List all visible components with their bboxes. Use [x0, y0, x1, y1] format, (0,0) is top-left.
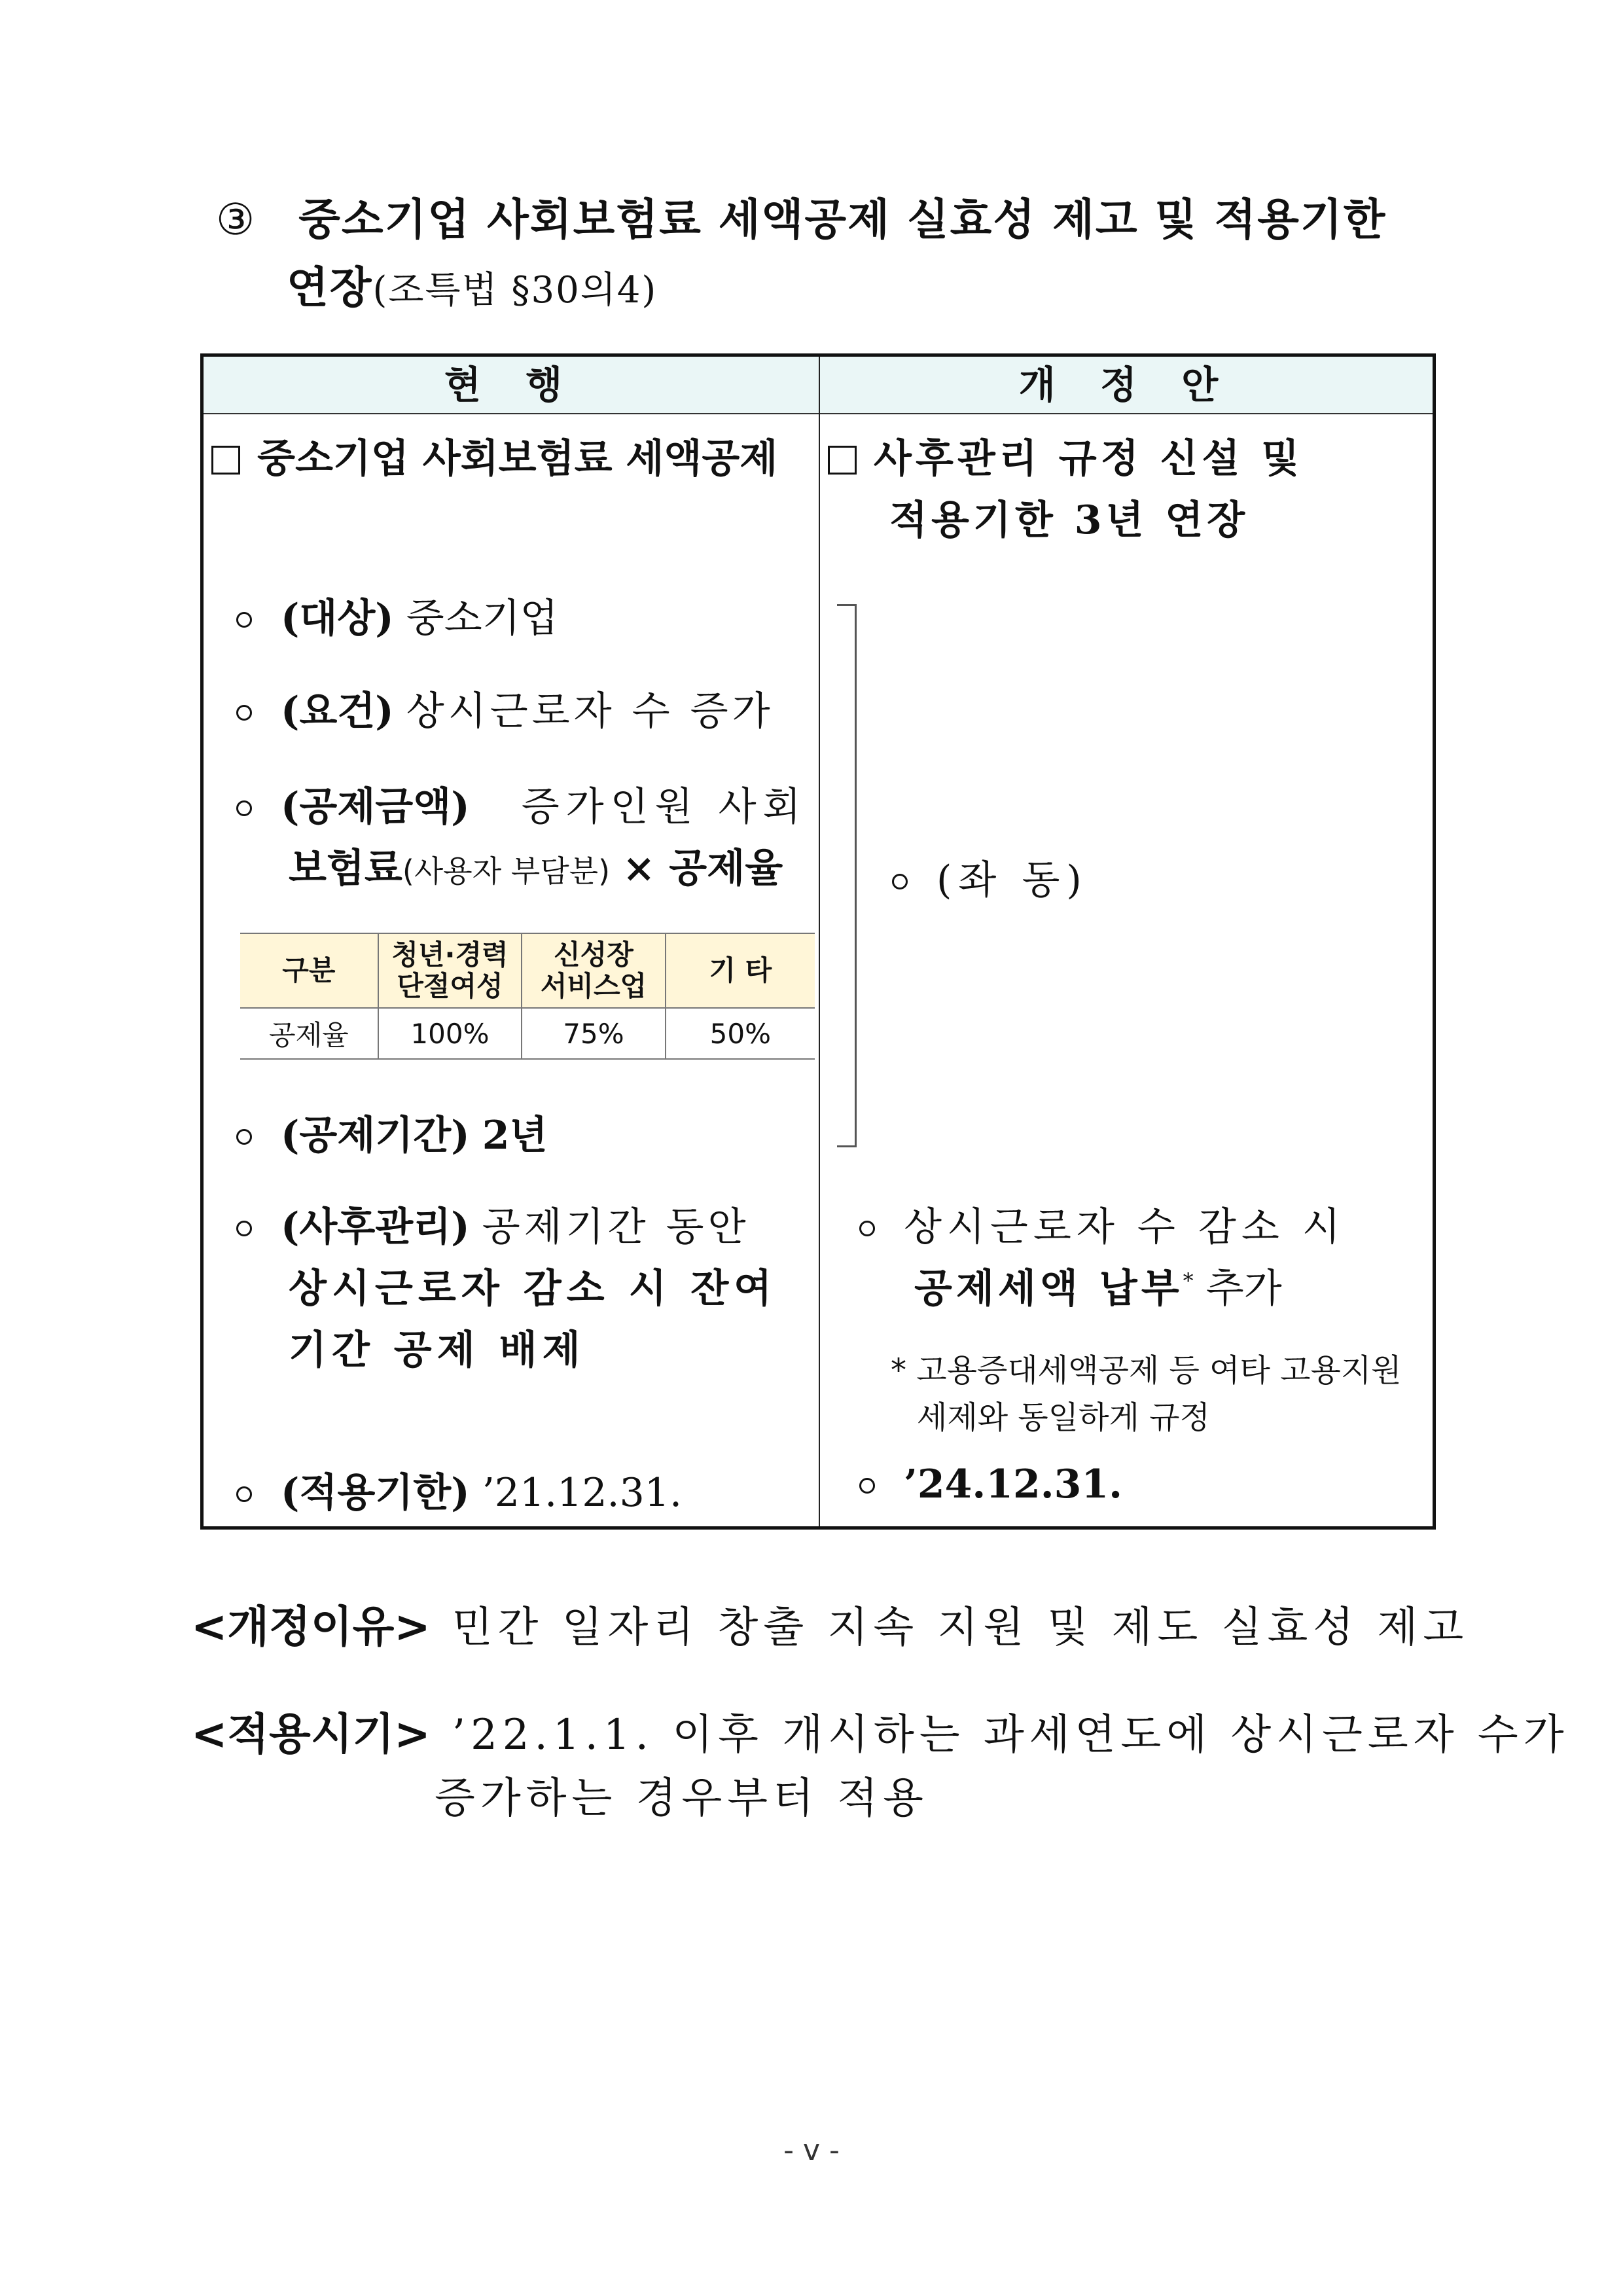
rate-value-newgrowth: 75%	[522, 1008, 666, 1059]
reason-label: <개정이유>	[191, 1602, 431, 1652]
effective-label: <적용시기>	[191, 1709, 431, 1759]
bullet-circle-icon	[236, 1129, 252, 1145]
revised-same-as-left: (좌 동)	[892, 849, 1088, 905]
revised-item-deadline: ’24.12.31.	[859, 1462, 1122, 1507]
bullet-circle-icon	[236, 705, 252, 721]
current-item-target: (대상) 중소기업	[236, 587, 558, 643]
current-item-amount-line2: 보험료(사용자 부담분) × 공제율	[289, 846, 783, 891]
section-heading-line2	[287, 253, 657, 315]
current-item-amount: (공제금액) 증가인원 사회	[236, 776, 810, 832]
current-item-aftercare-line2: 상시근로자 감소 시 잔여	[289, 1266, 777, 1312]
checkbox-square-icon	[828, 446, 857, 475]
bullet-circle-icon	[236, 612, 252, 628]
amendment-reason	[191, 1592, 1469, 1654]
bullet-circle-icon	[236, 1221, 252, 1236]
rate-table-row	[240, 1008, 815, 1059]
rate-header-youth: 청년·경력 단절여성	[378, 933, 522, 1008]
section-title: 중소기업 사회보험료 세액공제 실효성 제고 및 적용기한	[298, 194, 1387, 245]
current-item-deadline: (적용기한) ’21.12.31.	[236, 1462, 682, 1518]
law-reference: (조특법 §30의4)	[372, 269, 658, 312]
column-divider	[819, 357, 820, 1526]
section-title-tail: 연장	[287, 262, 373, 313]
bullet-circle-icon	[892, 874, 908, 889]
page-number: - v -	[783, 2134, 840, 2167]
section-heading-line1	[216, 185, 1386, 247]
bullet-circle-icon	[859, 1221, 875, 1236]
revised-footnote-line2: 세제와 동일하게 규정	[917, 1399, 1210, 1436]
current-box-title: 중소기업 사회보험료 세액공제	[211, 427, 777, 484]
rate-header-category: 구분	[240, 933, 378, 1008]
deduction-rate-table	[240, 933, 815, 1060]
current-item-period: (공제기간) 2년	[236, 1104, 547, 1160]
rate-value-other: 50%	[666, 1008, 815, 1059]
revised-box-title-line2: 적용기한 3년 연장	[889, 497, 1249, 543]
header-current: 현 행	[204, 357, 819, 414]
effective-date	[191, 1699, 1569, 1761]
current-item-aftercare-line3: 기간 공제 배제	[289, 1327, 586, 1373]
rate-row-label: 공제율	[240, 1008, 378, 1059]
reason-text: 민간 일자리 창출 지속 지원 및 제도 실효성 제고	[452, 1604, 1469, 1652]
rate-value-youth: 100%	[378, 1008, 522, 1059]
rate-table-header-row	[240, 933, 815, 1008]
section-number: ③	[216, 194, 257, 245]
header-revised: 개 정 안	[820, 357, 1433, 414]
current-item-aftercare: (사후관리) 공제기간 동안	[236, 1196, 750, 1252]
bracket-line	[837, 604, 857, 1147]
effective-text-line2: 증가하는 경우부터 적용	[435, 1774, 929, 1823]
rate-header-other: 기 타	[666, 933, 815, 1008]
revised-item-aftercare-line2: 공제세액 납부* 추가	[914, 1266, 1282, 1312]
revised-footnote-line1: * 고용증대세액공제 등 여타 고용지원	[891, 1352, 1402, 1389]
bullet-circle-icon	[859, 1478, 875, 1494]
comparison-table	[200, 353, 1436, 1530]
checkbox-square-icon	[211, 446, 240, 475]
effective-text-line1: ’22.1.1. 이후 개시하는 과세연도에 상시근로자 수가	[452, 1711, 1569, 1759]
rate-header-newgrowth: 신성장 서비스업	[522, 933, 666, 1008]
revised-box-title: 사후관리 규정 신설 및	[828, 427, 1303, 484]
revised-item-aftercare: 상시근로자 수 감소 시	[859, 1196, 1346, 1252]
bullet-circle-icon	[236, 1486, 252, 1502]
bullet-circle-icon	[236, 800, 252, 816]
current-item-requirement: (요건) 상시근로자 수 증가	[236, 680, 774, 736]
